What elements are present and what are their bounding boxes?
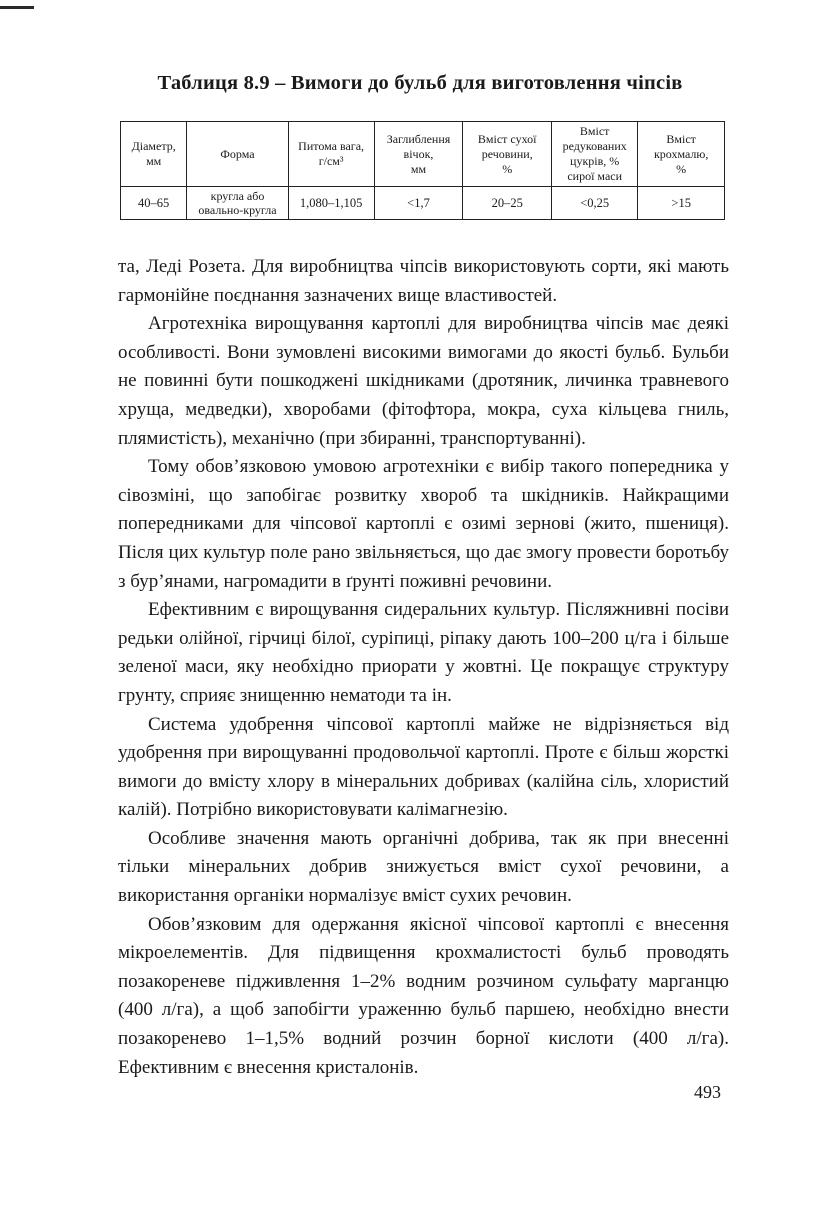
cell-diameter: 40–65 — [121, 187, 187, 220]
cell-shape: кругла або овально-кругла — [187, 187, 288, 220]
cell-eye-depth: <1,7 — [374, 187, 463, 220]
header-shape: Форма — [187, 122, 288, 187]
header-dry-matter: Вміст сухої речовини, % — [463, 122, 552, 187]
paragraph: Агротехніка вирощування картоплі для виробництва чіпсів має деякі особливості. Вони зумовлені високими вимогами до якості бульб. Бульби не повинні бути пошкоджені шкідниками (дротяник, личинка травневого хруща, медведки), хворобами (фітофтора, мокра, суха кільцева гниль, плямистість), механічно (при збиранні, транспортуванні). — [118, 313, 729, 449]
paragraph: Ефективним є вирощування сидеральних культур. Післяжнивні посіви редьки олійної, гірчиці білої, суріпиці, ріпаку дають 100–200 ц/га і більше зеленої маси, яку необхідно приорати у жовтні. Це покращує структуру грунту, сприяє знищенню нематоди та ін. — [118, 599, 729, 706]
header-diameter: Діаметр, мм — [121, 122, 187, 187]
cell-starch: >15 — [638, 187, 725, 220]
page-number: 493 — [694, 1082, 721, 1102]
table-row — [121, 187, 725, 220]
cell-reducing-sugars: <0,25 — [552, 187, 638, 220]
header-starch: Вміст крохмалю, % — [638, 122, 725, 187]
header-eye-depth: Заглиблення вічок, мм — [374, 122, 463, 187]
header-reducing-sugars: Вміст редукованих цукрів, % сирої маси — [552, 122, 638, 187]
paragraph: та, Леді Розета. Для виробництва чіпсів використовують сорти, які мають гармонійне поєднання зазначених вище властивостей. — [118, 256, 729, 306]
requirements-table — [120, 121, 725, 220]
paragraph: Тому обов’язковою умовою агротехніки є вибір такого попередника у сівозміні, що запобігає розвитку хвороб та шкідників. Найкращими попередниками для чіпсової картоплі є озимі зернові (жито, пшениця). Після цих культур поле рано звільняється, що дає змогу провести боротьбу з бур’янами, нагромадити в ґрунті поживні речовини. — [118, 456, 729, 592]
cell-specific-gravity: 1,080–1,105 — [288, 187, 374, 220]
corner-scan-mark — [0, 6, 34, 9]
cell-dry-matter: 20–25 — [463, 187, 552, 220]
paragraph: Особливе значення мають органічні добрива, так як при внесенні тільки мінеральних добрив знижується вміст сухої речовини, а використання органіки нормалізує вміст сухих речовин. — [118, 827, 729, 907]
table-title: Таблиця 8.9 – Вимоги до бульб для виготовлення чіпсів — [157, 72, 683, 94]
paragraph: Система удобрення чіпсової картоплі майже не відрізняється від удобрення при вирощуванні продовольчої картоплі. Проте є більш жорсткі вимоги до вмісту хлору в мінеральних добривах (калійна сіль, хлористий калій). Потрібно використовувати калімагнезію. — [118, 713, 729, 821]
table-header-row — [121, 122, 725, 187]
paragraph: Обов’язковим для одержання якісної чіпсової картоплі є внесення мікроелементів. Для підвищення крохмалистості бульб проводять позакореневе підживлення 1–2% водним розчином сульфату марганцю (400 л/га), а щоб запобігти ураженню бульб паршею, необхідно внести позакоренево 1–1,5% водний розчин борної кислоти (400 л/га). Ефективним є внесення кристалонів. — [118, 913, 729, 1078]
header-specific-gravity: Питома вага, г/см³ — [288, 122, 374, 187]
body-text — [118, 253, 729, 1082]
